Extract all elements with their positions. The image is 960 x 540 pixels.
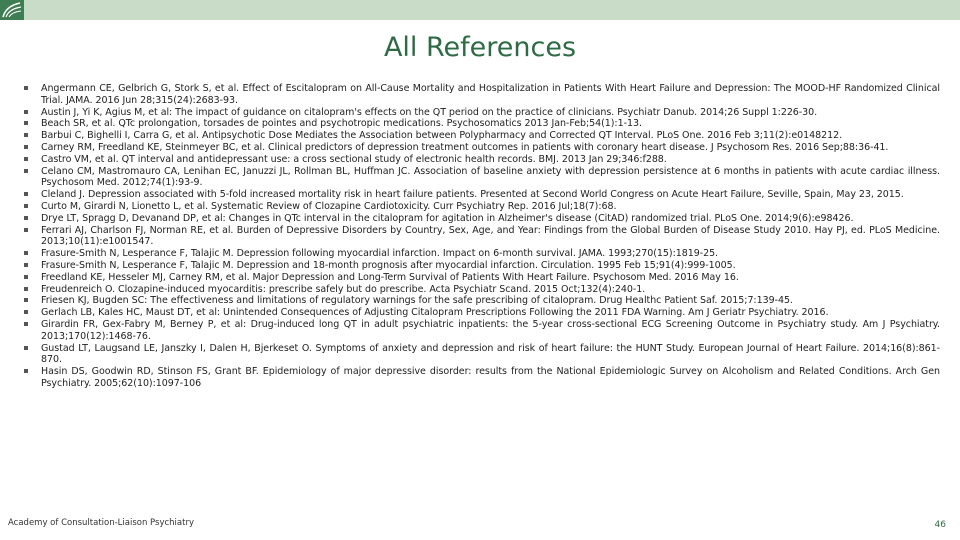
reference-text: Beach SR, et al. QTc prolongation, torsades de pointes and psychotropic medications. Psychosomatics 2013 Jan-Feb;54(1):1-13. [41, 118, 642, 130]
reference-text: Celano CM, Mastromauro CA, Lenihan EC, Januzzi JL, Rollman BL, Huffman JC. Association of baseline anxiety with depression persistence at 6 months in patients with acute cardiac illness. Psychosom Med. 2012;74(1):93-9. [41, 165, 940, 189]
bullet-icon [24, 216, 28, 220]
footer-organization: Academy of Consultation-Liaison Psychiatry [8, 518, 194, 528]
bullet-icon [24, 86, 28, 90]
bullet-icon [24, 228, 28, 232]
bullet-icon [24, 251, 28, 255]
reference-item [24, 201, 940, 213]
reference-item [24, 154, 940, 166]
bullet-icon [24, 145, 28, 149]
bullet-icon [24, 263, 28, 267]
reference-text: Frasure-Smith N, Lesperance F, Talajic M. Depression following myocardial infarction. Impact on 6-month survival. JAMA. 1993;270(15):1819-25. [41, 248, 719, 260]
reference-item [24, 142, 940, 154]
reference-item [24, 319, 940, 343]
reference-item [24, 307, 940, 319]
reference-text: Curto M, Girardi N, Lionetto L, et al. Systematic Review of Clozapine Cardiotoxicity. Curr Psychiatry Rep. 2016 Jul;18(7):68. [41, 200, 617, 212]
bullet-icon [24, 322, 28, 326]
academy-logo-icon [0, 0, 24, 20]
reference-text: Friesen KJ, Bugden SC: The effectiveness and limitations of regulatory warnings for the safe prescribing of citalopram. Drug Healthc Patient Saf. 2015;7:139-45. [41, 295, 793, 307]
reference-text: Freedland KE, Hesseler MJ, Carney RM, et al. Major Depression and Long-Term Survival of Patients With Heart Failure. Psychosom Med. 2016 May 16. [41, 271, 739, 283]
reference-item [24, 225, 940, 249]
reference-text: Freudenreich O. Clozapine-induced myocarditis: prescribe safely but do prescribe. Acta Psychiatr Scand. 2015 Oct;132(4):240-1. [41, 283, 646, 295]
bullet-icon [24, 369, 28, 373]
bullet-icon [24, 346, 28, 350]
reference-text: Frasure-Smith N, Lesperance F, Talajic M. Depression and 18-month prognosis after myocardial infarction. Circulation. 1995 Feb 15;91(4):999-1005. [41, 259, 736, 271]
reference-text: Gustad LT, Laugsand LE, Janszky I, Dalen H, Bjerkeset O. Symptoms of anxiety and depression and risk of heart failure: the HUNT Study. European Journal of Heart Failure. 2014;16(8):861-870. [41, 342, 940, 366]
reference-item [24, 260, 940, 272]
reference-item [24, 166, 940, 190]
bullet-icon [24, 310, 28, 314]
bullet-icon [24, 287, 28, 291]
reference-item [24, 343, 940, 367]
bullet-icon [24, 169, 28, 173]
reference-text: Ferrari AJ, Charlson FJ, Norman RE, et al. Burden of Depressive Disorders by Country, Sex, Age, and Year: Findings from the Global Burden of Disease Study 2010. Hay PJ, ed. PLoS Medicine. 2013;10(11):e1001547. [41, 224, 940, 248]
reference-item [24, 248, 940, 260]
bullet-icon [24, 298, 28, 302]
reference-text: Hasin DS, Goodwin RD, Stinson FS, Grant BF. Epidemiology of major depressive disorder: results from the National Epidemiologic Survey on Alcoholism and Related Conditions. Arch Gen Psychiatry. 2005;62(10):1097-106 [41, 366, 940, 389]
bullet-icon [24, 110, 28, 114]
reference-item [24, 272, 940, 284]
reference-text: Girardin FR, Gex-Fabry M, Berney P, et al: Drug-induced long QT in adult psychiatric inpatients: the 5-year cross-sectional ECG Screening Outcome in Psychiatry study. Am J Psychiatry. 2013;170(12):1468-76. [41, 318, 940, 342]
reference-text: Angermann CE, Gelbrich G, Stork S, et al. Effect of Escitalopram on All-Cause Mortality and Hospitalization in Patients With Heart Failure and Depression: The MOOD-HF Randomized Clinical Trial. JAMA. 2016 Jun 28;315(24):2683-93. [41, 83, 940, 106]
reference-text: Cleland J. Depression associated with 5-fold increased mortality risk in heart failure patients. Presented at Second World Congress on Acute Heart Failure, Seville, Spain, May 23, 2015. [41, 189, 904, 201]
bullet-icon [24, 121, 28, 125]
reference-item [24, 118, 940, 130]
top-bar [0, 0, 960, 20]
reference-item [24, 284, 940, 296]
reference-item [24, 107, 940, 119]
reference-item [24, 83, 940, 107]
reference-text: Gerlach LB, Kales HC, Maust DT, et al: Unintended Consequences of Adjusting Citalopram Prescriptions Following the 2011 FDA Warning. Am J Geriatr Psychiatry. 2016. [41, 307, 829, 319]
reference-item [24, 130, 940, 142]
bullet-icon [24, 133, 28, 137]
bullet-icon [24, 204, 28, 208]
page-number: 46 [934, 520, 946, 530]
bullet-icon [24, 157, 28, 161]
reference-item [24, 189, 940, 201]
bullet-icon [24, 192, 28, 196]
reference-item [24, 213, 940, 225]
page-title: All References [383, 32, 577, 63]
reference-list [24, 83, 940, 390]
reference-text: Castro VM, et al. QT interval and antidepressant use: a cross sectional study of electronic health records. BMJ. 2013 Jan 29;346:f288. [41, 153, 667, 165]
reference-text: Barbui C, Bighelli I, Carra G, et al. Antipsychotic Dose Mediates the Association between Polypharmacy and Corrected QT Interval. PLoS One. 2016 Feb 3;11(2):e0148212. [41, 130, 843, 142]
bullet-icon [24, 275, 28, 279]
reference-item [24, 295, 940, 307]
reference-text: Carney RM, Freedland KE, Steinmeyer BC, et al. Clinical predictors of depression treatment outcomes in patients with coronary heart disease. J Psychosom Res. 2016 Sep;88:36-41. [41, 141, 889, 153]
reference-item [24, 366, 940, 390]
reference-text: Austin J, Yi K, Agius M, et al: The impact of guidance on citalopram's effects on the QT period on the practice of clinicians. Psychiatr Danub. 2014;26 Suppl 1:226-30. [41, 106, 818, 118]
reference-text: Drye LT, Spragg D, Devanand DP, et al: Changes in QTc interval in the citalopram for agitation in Alzheimer's disease (CitAD) randomized trial. PLoS One. 2014;9(6):e98426. [41, 212, 854, 224]
